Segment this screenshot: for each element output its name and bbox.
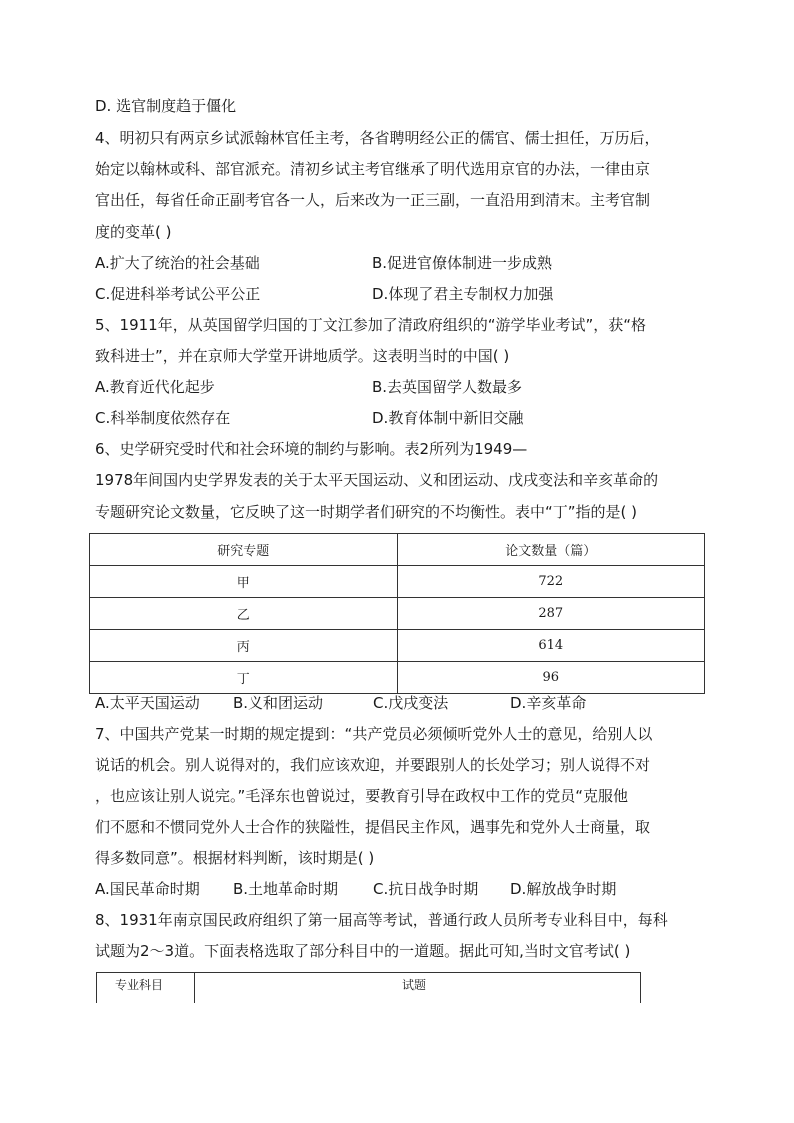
- table-divider: [194, 973, 195, 1003]
- question-7-text: 说话的机会。别人说得对的，我们应该欢迎，并要跟别人的长处学习；别人说得不对: [95, 756, 651, 774]
- table-cell-count: 722: [397, 566, 705, 598]
- q4-option-b: B.促进官僚体制进一步成熟: [372, 254, 553, 272]
- table-cell-topic: 丁: [90, 662, 398, 694]
- question-4-text: 度的变革( ): [95, 223, 172, 241]
- q5-option-d: D.教育体制中新旧交融: [372, 409, 524, 427]
- question-5-text: 5、1911年，从英国留学归国的丁文江参加了清政府组织的“游学毕业考试”，获“格: [95, 316, 647, 334]
- question-6-text: 6、史学研究受时代和社会环境的制约与影响。表2所列为1949—: [95, 440, 528, 458]
- research-topics-table: [89, 533, 705, 694]
- table-header-count: 论文数量（篇）: [397, 534, 705, 566]
- table-header-topic: 研究专题: [90, 534, 398, 566]
- q6-option-c: C.戊戌变法: [373, 694, 449, 712]
- table-cell-count: 614: [397, 630, 705, 662]
- question-6-text: 专题研究论文数量，它反映了这一时期学者们研究的不均衡性。表中“丁”指的是( ): [95, 503, 638, 521]
- question-7-text: 们不愿和不惯同党外人士合作的狭隘性，提倡民主作风，遇事先和党外人士商量，取: [95, 818, 651, 836]
- question-8-text: 8、1931年南京国民政府组织了第一届高等考试，普通行政人员所考专业科目中，每科: [95, 911, 668, 929]
- table-header-question: 试题: [402, 978, 427, 992]
- table-header-row: [90, 534, 705, 566]
- table-cell-count: 287: [397, 598, 705, 630]
- question-4-text: 始定以翰林或科、部官派充。清初乡试主考官继承了明代选用京官的办法，一律由京: [95, 160, 651, 178]
- table-row: [90, 598, 705, 630]
- exam-subjects-table: [96, 972, 641, 1003]
- question-7-text: ，也应该让别人说完。”毛泽东也曾说过，要教育引导在政权中工作的党员“克服他: [95, 787, 629, 805]
- table-row: [90, 630, 705, 662]
- q4-option-d: D.体现了君主专制权力加强: [372, 285, 554, 303]
- q5-option-a: A.教育近代化起步: [95, 378, 215, 396]
- table-header-subject: 专业科目: [115, 978, 164, 992]
- q7-option-b: B.土地革命时期: [233, 880, 339, 898]
- question-6-text: 1978年间国内史学界发表的关于太平天国运动、义和团运动、戊戌变法和辛亥革命的: [95, 471, 659, 489]
- table-row: [90, 662, 705, 694]
- q6-option-b: B.义和团运动: [233, 694, 324, 712]
- question-4-text: 官出任，每省任命正副考官各一人，后来改为一正三副，一直沿用到清末。主考官制: [95, 191, 651, 209]
- table-row: [90, 566, 705, 598]
- question-4-text: 4、明初只有两京乡试派翰林官任主考，各省聘明经公正的儒官、儒士担任，万历后，: [95, 129, 660, 147]
- question-7-text: 7、中国共产党某一时期的规定提到：“共产党员必须倾听党外人士的意见，给别人以: [95, 725, 653, 743]
- q7-option-d: D.解放战争时期: [510, 880, 617, 898]
- q7-option-c: C.抗日战争时期: [373, 880, 479, 898]
- q5-option-c: C.科举制度依然存在: [95, 409, 231, 427]
- q4-option-c: C.促进科举考试公平公正: [95, 285, 261, 303]
- q6-option-a: A.太平天国运动: [95, 694, 200, 712]
- table-cell-topic: 乙: [90, 598, 398, 630]
- question-7-text: 得多数同意”。根据材料判断，该时期是( ): [95, 849, 375, 867]
- q7-option-a: A.国民革命时期: [95, 880, 200, 898]
- table-cell-topic: 丙: [90, 630, 398, 662]
- question-8-text: 试题为2～3道。下面表格选取了部分科目中的一道题。据此可知,当时文官考试( ): [95, 942, 631, 960]
- q5-option-b: B.去英国留学人数最多: [372, 378, 523, 396]
- q6-option-d: D.辛亥革命: [510, 694, 587, 712]
- table-cell-count: 96: [397, 662, 705, 694]
- q3-option-d: D. 选官制度趋于僵化: [95, 97, 237, 115]
- q4-option-a: A.扩大了统治的社会基础: [95, 254, 260, 272]
- question-5-text: 致科进士”，并在京师大学堂开讲地质学。这表明当时的中国( ): [95, 347, 510, 365]
- table-cell-topic: 甲: [90, 566, 398, 598]
